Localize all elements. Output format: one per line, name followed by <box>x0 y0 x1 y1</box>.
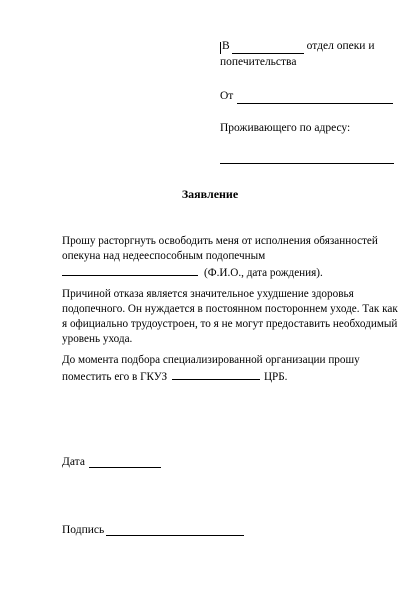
hospital-blank[interactable] <box>172 368 260 380</box>
p3-line2-suffix: ЦРБ. <box>263 371 288 383</box>
statement-body <box>62 234 402 385</box>
from-label: От <box>220 90 234 102</box>
recipient-line-2 <box>220 54 400 70</box>
address-blank[interactable] <box>220 152 394 164</box>
date-label: Дата <box>62 456 85 468</box>
date-field <box>62 456 161 468</box>
recipient-blank[interactable] <box>232 42 304 54</box>
text-cursor <box>220 42 221 54</box>
ward-name-blank[interactable] <box>62 264 198 276</box>
p3-line1: До момента подбора специализированной организации прошу <box>62 354 360 366</box>
recipient-prefix: В <box>222 40 230 52</box>
from-blank[interactable] <box>237 92 393 104</box>
signature-blank[interactable] <box>106 524 244 536</box>
paragraph-reason: Причиной отказа является значительное ухудшение здоровья подопечного. Он нуждается в постоянном постороннем уходе. Так как я официально трудоустроен, то я не могут предоставить необходимый уровень ухода. <box>62 288 398 345</box>
residing-label: Проживающего по адресу: <box>220 122 351 134</box>
p1-line2: опекуна над недееспособным подопечным <box>62 250 266 262</box>
paragraph-placement <box>62 353 402 385</box>
from-line <box>220 88 400 104</box>
p3-line2-prefix: поместить его в ГКУЗ <box>62 371 168 383</box>
address-line <box>220 152 400 164</box>
date-blank[interactable] <box>89 456 161 468</box>
paragraph-request <box>62 234 402 281</box>
recipient-line <box>220 38 400 54</box>
signature-label: Подпись <box>62 524 105 536</box>
signature-field <box>62 524 244 536</box>
p1-line3-suffix: (Ф.И.О., дата рождения). <box>204 267 323 279</box>
recipient-org: попечительства <box>220 56 297 68</box>
document-title: Заявление <box>181 187 239 201</box>
addressee-block <box>220 38 400 164</box>
residing-line <box>220 120 400 136</box>
p1-line1: Прошу расторгнуть освободить меня от исполнения обязанностей <box>62 235 378 247</box>
recipient-suffix: отдел опеки и <box>306 40 375 52</box>
